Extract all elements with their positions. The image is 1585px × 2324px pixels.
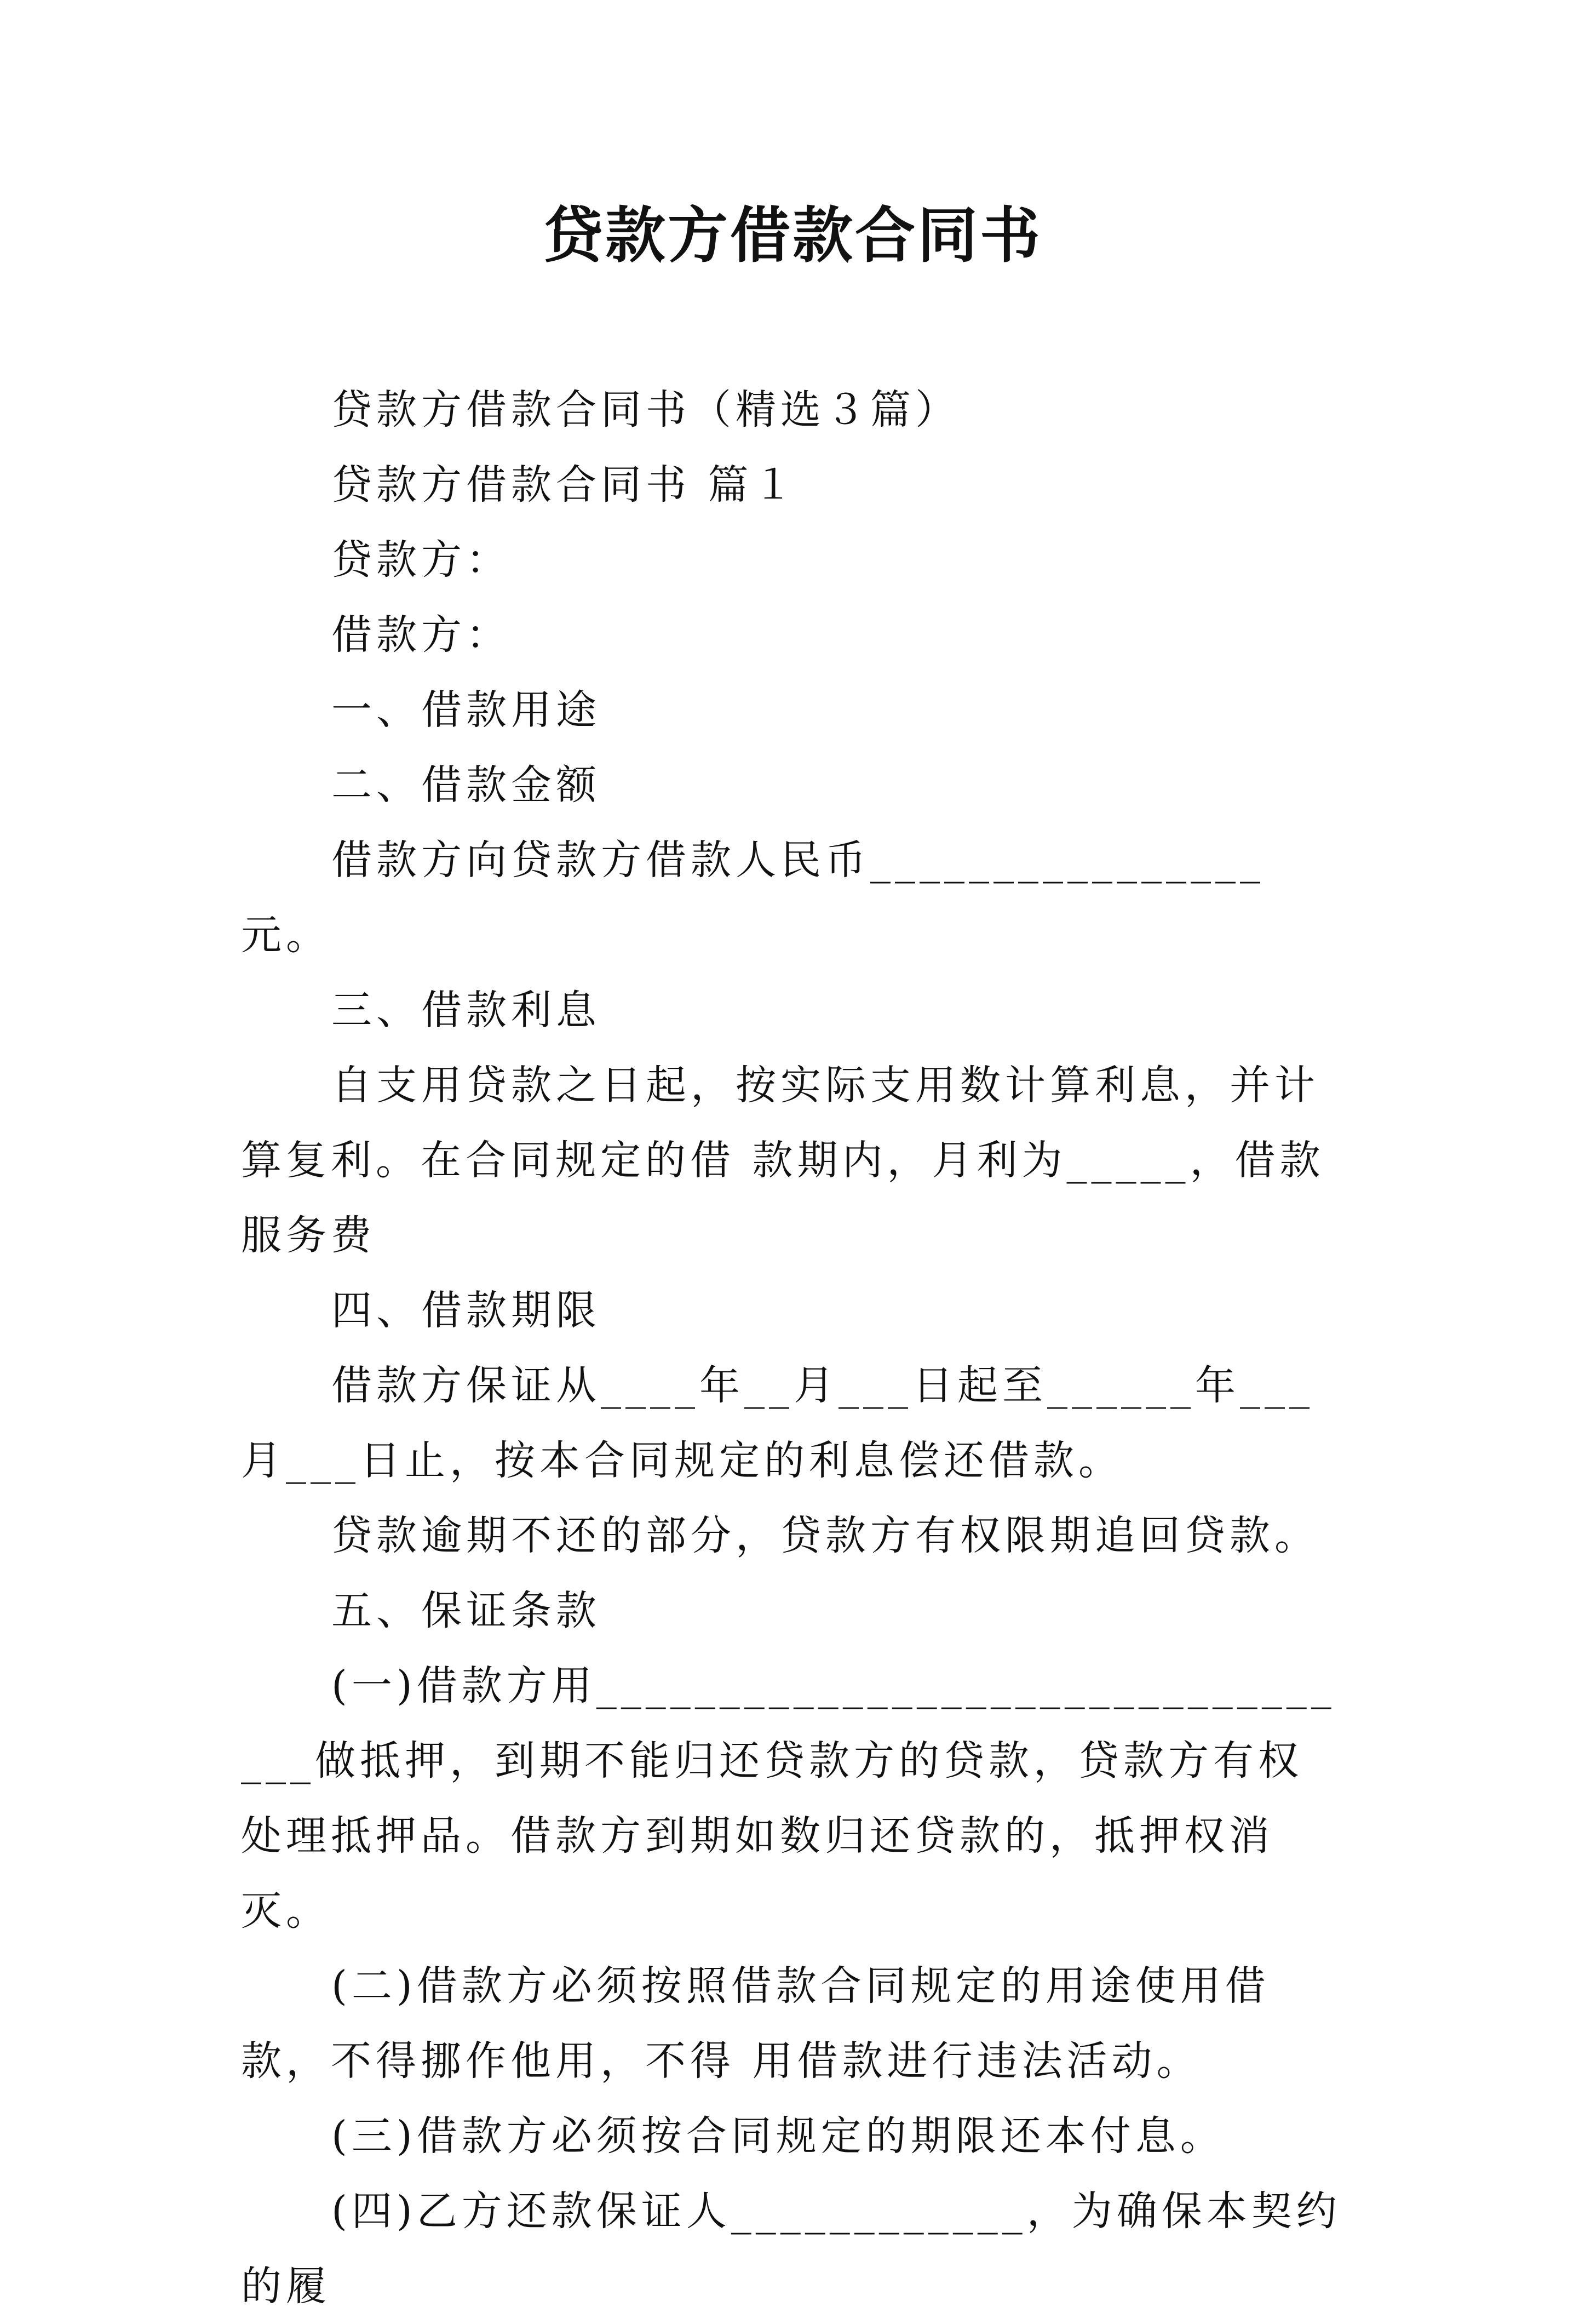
paragraph-article-heading: 贷款方借款合同书 篇１ xyxy=(331,461,798,508)
paragraph-guarantee-2: (二)借款方必须按照借款合同规定的用途使用借款，不得挪作他用，不得 用借款进行违法活动。 xyxy=(241,1962,1270,2085)
paragraph-lender: 贷款方： xyxy=(331,536,511,583)
paragraph-loan-term-detail: 借款方保证从____年__月___日起至______年___月___日止，按本合同规定的利息偿还借款。 xyxy=(241,1362,1314,1484)
paragraph-guarantee-1: (一)借款方用_________________________________做抵押，到期不能归还贷款方的贷款，贷款方有权处理抵押品。借款方到期如数归还贷款的，抵押权消灭。 xyxy=(241,1662,1336,1934)
document-title: 贷款方借款合同书 xyxy=(543,200,1042,271)
paragraph-borrower: 借款方： xyxy=(331,611,511,659)
paragraph-loan-amount-detail: 借款方向贷款方借款人民币________________元。 xyxy=(241,837,1265,959)
section-guarantee-terms: 五、保证条款 xyxy=(331,1587,601,1634)
document-body xyxy=(241,373,1347,2324)
paragraph-collection-title: 贷款方借款合同书（精选３篇） xyxy=(331,386,960,433)
section-loan-purpose: 一、借款用途 xyxy=(331,686,601,734)
paragraph-guarantee-3: (三)借款方必须按合同规定的期限还本付息。 xyxy=(331,2113,1225,2160)
section-loan-term: 四、借款期限 xyxy=(331,1287,601,1334)
section-loan-interest: 三、借款利息 xyxy=(331,987,601,1034)
section-loan-amount: 二、借款金额 xyxy=(331,762,601,809)
paragraph-interest-detail: 自支用贷款之日起，按实际支用数计算利息，并计算复利。在合同规定的借 款期内，月利为_____，借款服务费 xyxy=(241,1062,1325,1259)
paragraph-overdue-clause: 贷款逾期不还的部分，贷款方有权限期追回贷款。 xyxy=(331,1512,1319,1559)
paragraph-guarantee-4: (四)乙方还款保证人____________，为确保本契约的履 xyxy=(241,2188,1341,2310)
